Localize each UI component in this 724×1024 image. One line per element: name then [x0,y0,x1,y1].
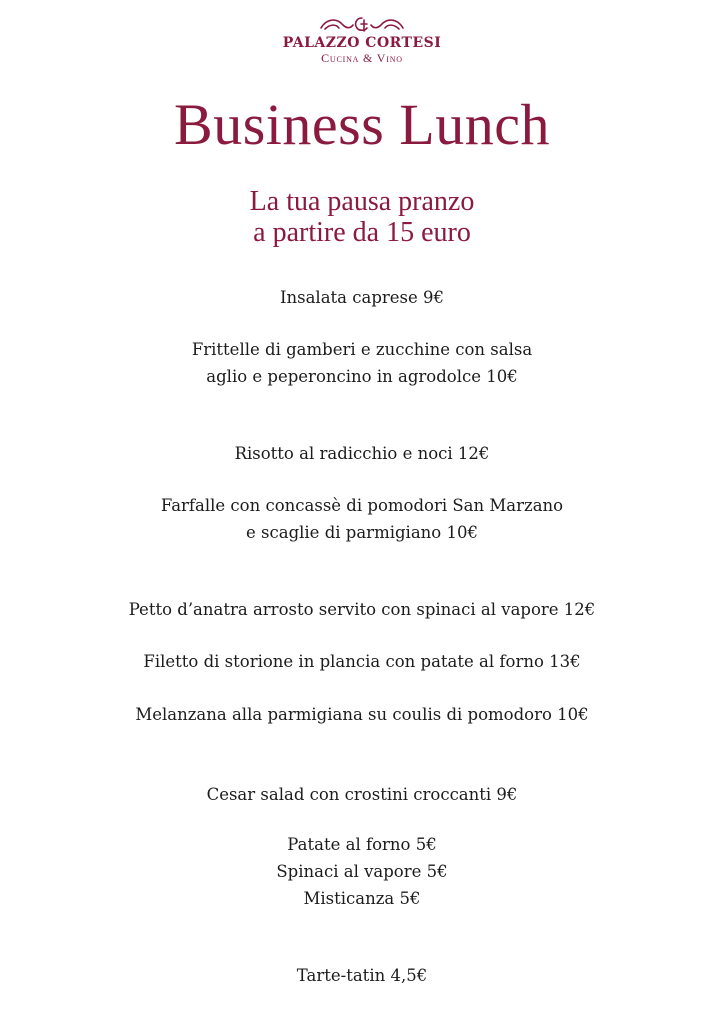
menu-item-line-1: Frittelle di gamberi e zucchine con salsa [191,340,533,359]
logo-name: PALAZZO CORTESI [282,35,442,51]
menu-item-patate: Patate al forno 5€ [287,835,437,854]
subtitle-line-2: a partire da 15 euro [253,217,471,248]
menu-item-farfalle [0,492,724,546]
menu-item-melanzana [0,701,724,728]
logo-tagline: Cucina & Vino [321,51,403,65]
menu-item-frittelle [0,336,724,390]
menu-item-text: Petto d’anatra arrosto servito con spinaci al vapore 12€ [128,600,596,619]
menu-item-text: Risotto al radicchio e noci 12€ [234,444,490,463]
menu-item-tarte-tatin [0,962,724,989]
menu-item-petto-anatra [0,596,724,623]
menu-item-cesar-salad [0,781,724,808]
menu-item-text: Melanzana alla parmigiana su coulis di pomodoro 10€ [135,705,589,724]
menu-item-text: Insalata caprese 9€ [279,288,445,307]
menu-item-risotto [0,440,724,467]
menu-item-text: Filetto di storione in plancia con patate al forno 13€ [143,652,581,671]
menu-item-line-1: Farfalle con concassè di pomodori San Marzano [160,496,564,515]
page-title: Business Lunch [174,92,550,157]
menu-item-text: Cesar salad con crostini croccanti 9€ [206,785,518,804]
menu-item-misticanza: Misticanza 5€ [303,889,421,908]
subtitle [0,186,724,248]
menu-item-filetto-storione [0,648,724,675]
menu-item-line-2: aglio e peperoncino in agrodolce 10€ [206,367,518,386]
restaurant-logo [0,16,724,65]
subtitle-line-1: La tua pausa pranzo [249,186,475,217]
menu-contorni [0,831,724,912]
menu-item-text: Tarte-tatin 4,5€ [296,966,428,985]
menu-item-spinaci: Spinaci al vapore 5€ [276,862,448,881]
menu-item-line-2: e scaglie di parmigiano 10€ [246,523,478,542]
logo-emblem-icon [317,16,407,34]
menu-item-insalata-caprese [0,284,724,311]
